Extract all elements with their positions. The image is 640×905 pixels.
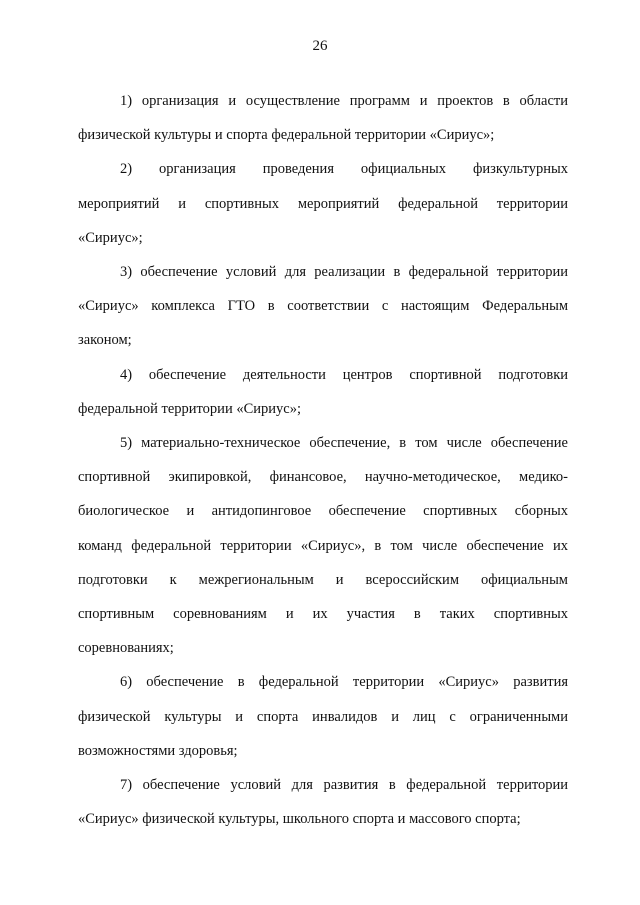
- text-line: подготовки к межрегиональным и всероссийским официальным: [78, 571, 568, 588]
- text-line: 5) материально-техническое обеспечение, в том числе обеспечение: [120, 435, 568, 452]
- list-item: [78, 84, 568, 152]
- text-line: соревнованиях;: [78, 640, 174, 657]
- text-line: биологическое и антидопинговое обеспечение спортивных сборных: [78, 503, 568, 520]
- text-line: мероприятий и спортивных мероприятий федеральной территории: [78, 195, 568, 212]
- page-number: 26: [312, 38, 328, 54]
- text-line: возможностями здоровья;: [78, 742, 238, 759]
- list-item: [78, 152, 568, 255]
- text-line: 4) обеспечение деятельности центров спортивной подготовки: [120, 366, 568, 383]
- text-line: 1) организация и осуществление программ и проектов в области: [120, 93, 568, 109]
- list-item: [78, 358, 568, 426]
- list-item: [78, 768, 568, 836]
- text-line: «Сириус» физической культуры, школьного спорта и массового спорта;: [78, 811, 521, 828]
- text-line: федеральной территории «Сириус»;: [78, 400, 301, 417]
- text-line: «Сириус»;: [78, 229, 143, 246]
- text-line: 3) обеспечение условий для реализации в федеральной территории: [120, 264, 568, 281]
- text-line: 7) обеспечение условий для развития в федеральной территории: [120, 777, 568, 794]
- text-line: 6) обеспечение в федеральной территории «Сириус» развития: [120, 674, 568, 691]
- item-list: [78, 84, 568, 836]
- text-line: команд федеральной территории «Сириус», в том числе обеспечение их: [78, 537, 568, 554]
- text-line: физической культуры и спорта инвалидов и лиц с ограниченными: [78, 708, 568, 725]
- text-line: законом;: [78, 332, 132, 349]
- text-line: спортивной экипировкой, финансовое, научно-методическое, медико-: [78, 469, 568, 486]
- text-line: «Сириус» комплекса ГТО в соответствии с настоящим Федеральным: [78, 298, 568, 315]
- list-item: [78, 665, 568, 768]
- text-line: спортивным соревнованиям и их участия в таких спортивных: [78, 606, 568, 623]
- list-item: [78, 255, 568, 358]
- list-item: [78, 426, 568, 665]
- text-line: физической культуры и спорта федеральной территории «Сириус»;: [78, 127, 495, 144]
- text-line: 2) организация проведения официальных физкультурных: [120, 161, 568, 178]
